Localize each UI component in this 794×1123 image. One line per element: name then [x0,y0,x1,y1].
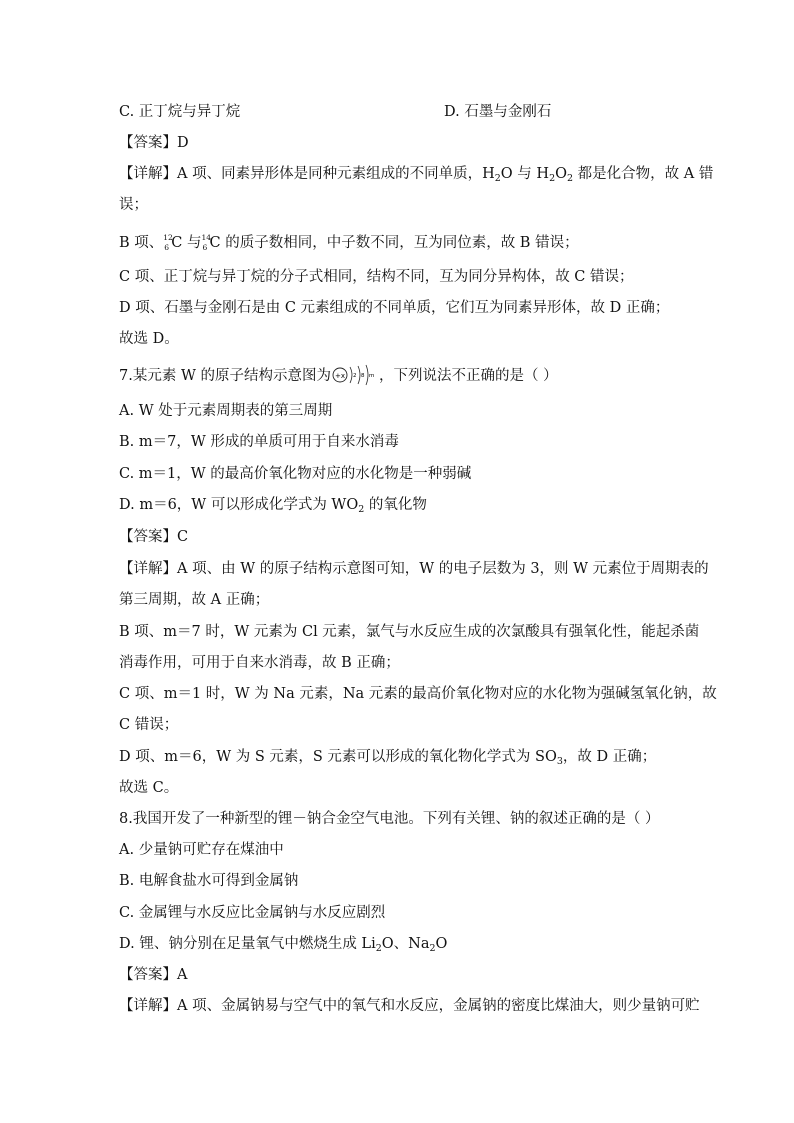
q8-answer: 【答案】A [119,967,188,983]
svg-text:m: m [368,373,375,379]
q8-option-b: B. 电解食盐水可得到金属钠 [119,873,299,889]
isotope-c12: 12 6 [163,233,173,252]
q7-option-b: B. m＝7，W 形成的单质可用于自来水消毒 [119,434,399,450]
q6-option-d: D. 石墨与金刚石 [444,104,552,120]
q8-option-a: A. 少量钠可贮存在煤油中 [119,842,284,858]
q6-explain-a-cont: 误； [119,197,148,213]
q7-option-c: C. m＝1，W 的最高价氧化物对应的水化物是一种弱碱 [119,466,472,482]
q7-stem: 7.某元素 W 的原子结构示意图为 +x 2 8 m ，下列说法不正确的是（ ） [119,364,558,386]
q7-explain-b-2: 消毒作用，可用于自来水消毒，故 B 正确； [119,655,400,671]
q7-answer: 【答案】C [119,529,189,545]
q8-explain-a-1: 【详解】A 项、金属钠易与空气中的氧气和水反应，金属钠的密度比煤油大，则少量钠可贮 [119,998,700,1014]
q7-explain-d: D 项、m＝6，W 为 S 元素，S 元素可以形成的氧化物化学式为 $SO_3$，故 D 正确； [119,749,657,767]
q6-answer: 【答案】D [119,135,189,151]
svg-text:+x: +x [334,372,345,380]
q6-choose: 故选 D。 [119,331,179,347]
q6-explain-c: C 项、正丁烷与异丁烷的分子式相同，结构不同，互为同分异构体，故 C 错误； [119,269,634,285]
q7-explain-c-1: C 项、m＝1 时，W 为 Na 元素，Na 元素的最高价氧化物对应的水化物为强碱氢氧化钠，故 [119,686,717,702]
q7-explain-a-1: 【详解】A 项、由 W 的原子结构示意图可知，W 的电子层数为 3，则 W 元素位于周期表的 [119,561,709,577]
q7-option-d: D. m＝6，W 可以形成化学式为 $WO_2$ 的氧化物 [119,497,427,515]
q8-option-c: C. 金属锂与水反应比金属钠与水反应剧烈 [119,905,386,921]
q7-choose: 故选 C。 [119,780,179,796]
q8-stem: 8.我国开发了一种新型的锂－钠合金空气电池。下列有关锂、钠的叙述正确的是（ ） [119,811,660,827]
q7-option-a: A. W 处于元素周期表的第三周期 [119,403,333,419]
q6-explain-b: B 项、 12 6 C 与 14 6 C 的质子数相同，中子数不同，互为同位素，故 B 错误； [119,233,579,252]
q8-option-d: D. 锂、钠分别在足量氧气中燃烧生成 $Li_2O$、$Na_2O$ [119,936,448,954]
svg-text:8: 8 [360,373,365,379]
q6-explain-d: D 项、石墨与金刚石是由 C 元素组成的不同单质，它们互为同素异形体，故 D 正确； [119,300,670,316]
q7-explain-c-2: C 错误； [119,717,179,733]
isotope-c14: 14 6 [201,233,212,252]
atomic-structure-diagram [331,364,379,386]
q6-option-c: C. 正丁烷与异丁烷 [119,104,241,120]
q7-explain-b-1: B 项、m＝7 时，W 元素为 Cl 元素，氯气与水反应生成的次氯酸具有强氧化性，能起杀菌 [119,624,700,640]
svg-text:2: 2 [352,373,357,379]
q7-explain-a-2: 第三周期，故 A 正确； [119,592,270,608]
q6-explain-a: 【详解】A 项、同素异形体是同种元素组成的不同单质，$H_2O$ 与 $H_2O_2$ 都是化合物，故 A 错 [119,166,714,184]
